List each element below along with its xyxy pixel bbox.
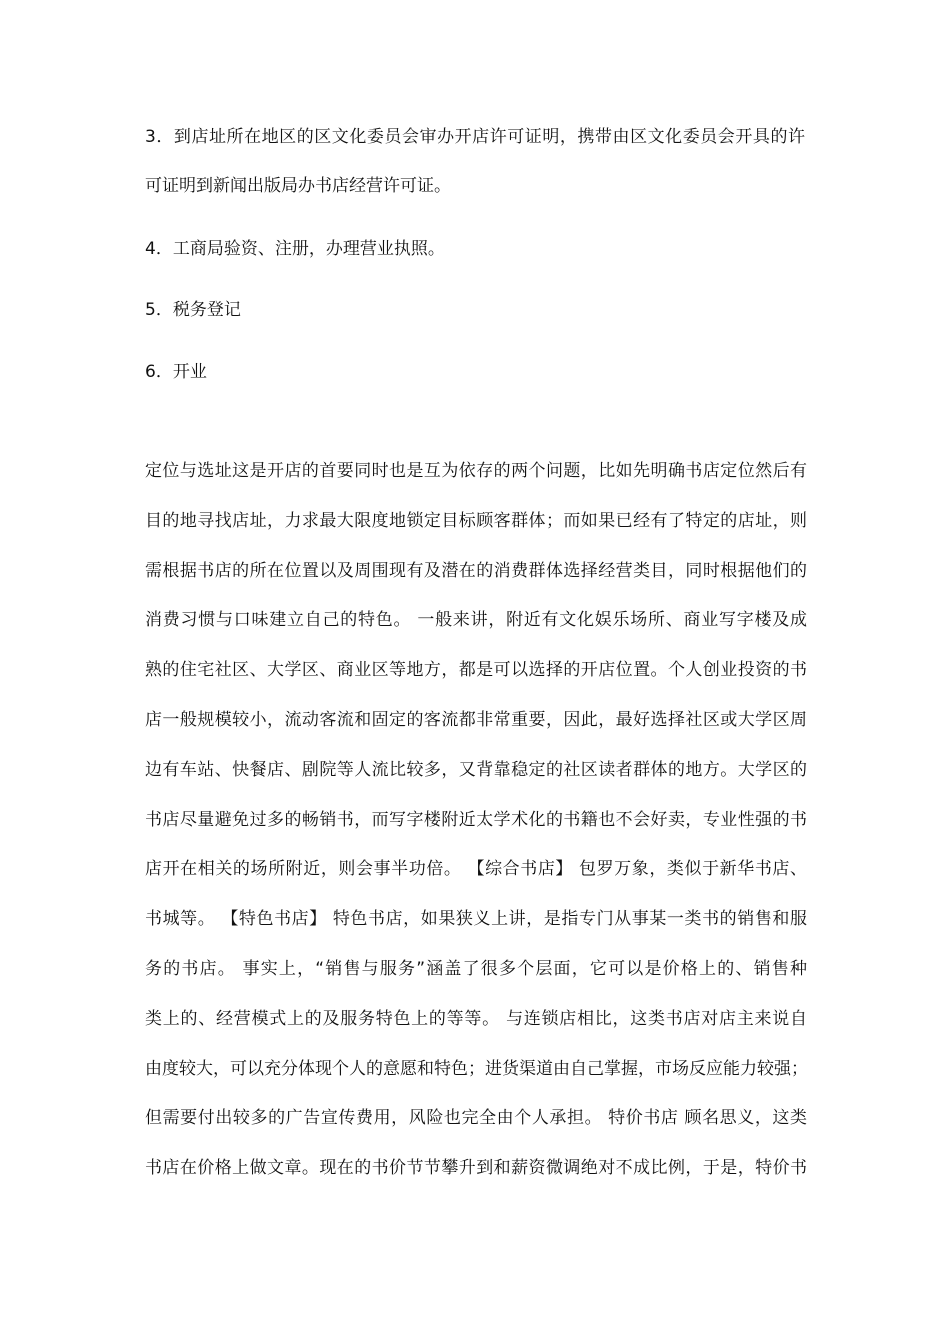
paragraph-line: 需根据书店的所在位置以及周围现有及潜在的消费群体选择经营类目，同时根据他们的 — [145, 560, 807, 581]
step-5: 5．税务登记 — [145, 300, 241, 320]
paragraph-line: 消费习惯与口味建立自己的特色。 一般来讲，附近有文化娱乐场所、商业写字楼及成 — [145, 610, 807, 631]
paragraph-line: 目的地寻找店址，力求最大限度地锁定目标顾客群体；而如果已经有了特定的店址，则 — [145, 510, 807, 531]
paragraph-line: 熟的住宅社区、大学区、商业区等地方，都是可以选择的开店位置。个人创业投资的书 — [145, 660, 807, 681]
paragraph-line: 类上的、经营模式上的及服务特色上的等等。 与连锁店相比，这类书店对店主来说自 — [145, 1008, 807, 1029]
paragraph-line: 由度较大，可以充分体现个人的意愿和特色；进货渠道由自己掌握，市场反应能力较强； — [145, 1058, 808, 1079]
paragraph-line: 书店尽量避免过多的畅销书，而写字楼附近太学术化的书籍也不会好卖，专业性强的书 — [145, 809, 807, 830]
step-3 — [145, 113, 815, 209]
paragraph-line: 店一般规模较小，流动客流和固定的客流都非常重要，因此，最好选择社区或大学区周 — [145, 709, 807, 730]
paragraph-line: 书城等。 【特色书店】 特色书店，如果狭义上讲，是指专门从事某一类书的销售和服 — [145, 909, 807, 930]
step-3-line-1: 3．到店址所在地区的区文化委员会审办开店许可证明，携带由区文化委员会开具的许 — [145, 127, 805, 147]
paragraph-line: 定位与选址这是开店的首要同时也是互为依存的两个问题，比如先明确书店定位然后有 — [145, 461, 807, 481]
step-6: 6．开业 — [145, 362, 207, 382]
paragraph-line: 书店在价格上做文章。现在的书价节节攀升到和薪资微调绝对不成比例，于是，特价书 — [145, 1158, 807, 1179]
paragraph-line: 务的书店。 事实上，“销售与服务”涵盖了很多个层面，它可以是价格上的、销售种 — [145, 958, 807, 979]
paragraph-line: 但需要付出较多的广告宣传费用，风险也完全由个人承担。 特价书店 顾名思义，这类 — [145, 1108, 807, 1129]
main-paragraph — [145, 447, 807, 1194]
step-4: 4．工商局验资、注册，办理营业执照。 — [145, 239, 445, 259]
paragraph-line: 边有车站、快餐店、剧院等人流比较多，又背靠稳定的社区读者群体的地方。大学区的 — [145, 759, 807, 780]
paragraph-line: 店开在相关的场所附近，则会事半功倍。 【综合书店】 包罗万象，类似于新华书店、 — [145, 859, 807, 880]
step-3-line-2: 可证明到新闻出版局办书店经营许可证。 — [145, 175, 451, 196]
